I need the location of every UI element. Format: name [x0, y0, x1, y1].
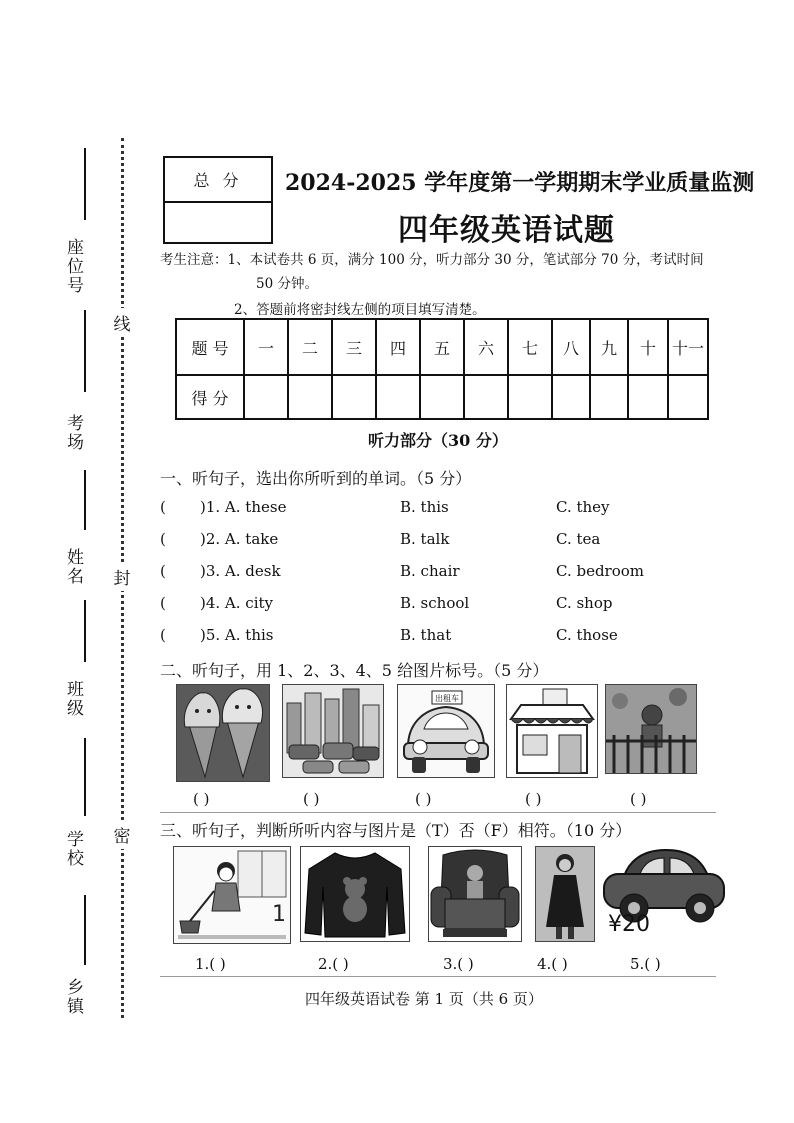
car-price: ¥20	[608, 912, 650, 937]
listening-title: 听力部分（30 分）	[368, 431, 508, 450]
exam-subtitle: 四年级英语试题	[398, 213, 615, 248]
taxi-sign-text: 出租车	[435, 694, 459, 703]
question-option-c: C. tea	[556, 530, 601, 548]
section1-title: 一、听句子，选出你所听到的单词。（5 分）	[160, 469, 472, 488]
col-9: 九	[590, 319, 628, 375]
taxi-picture	[397, 684, 495, 778]
section2-title: 二、听句子，用 1、2、3、4、5 给图片标号。（5 分）	[160, 661, 549, 680]
col-8: 八	[552, 319, 590, 375]
question-option-b: B. chair	[400, 562, 460, 580]
township-label: 乡镇	[63, 978, 83, 1016]
true-false-blank-1[interactable]: 1.( )	[195, 955, 226, 973]
note-line-2: 2、答题前将密封线左侧的项目填写清楚。	[234, 302, 486, 318]
class-line[interactable]	[84, 600, 86, 662]
score-cell[interactable]	[668, 375, 708, 419]
score-table	[175, 318, 709, 420]
col-10: 十	[628, 319, 668, 375]
name-label: 姓名	[63, 548, 83, 586]
exam-room-line[interactable]	[84, 310, 86, 392]
score-row	[176, 375, 708, 419]
score-cell[interactable]	[288, 375, 332, 419]
shop-picture	[506, 684, 598, 778]
answer-blank[interactable]: (	[160, 530, 166, 548]
score-cell[interactable]	[332, 375, 376, 419]
picture-label-blank-1[interactable]: ( )	[193, 790, 210, 808]
sweater-picture	[300, 846, 410, 942]
score-cell[interactable]	[552, 375, 590, 419]
score-cell[interactable]	[464, 375, 508, 419]
zoo-picture	[605, 684, 697, 774]
question-option-c: C. those	[556, 626, 618, 644]
score-cell[interactable]	[244, 375, 288, 419]
picture-label-blank-3[interactable]: ( )	[415, 790, 432, 808]
question-number-row	[176, 319, 708, 375]
score-cell[interactable]	[628, 375, 668, 419]
name-line[interactable]	[84, 470, 86, 530]
question-option-c: C. bedroom	[556, 562, 645, 580]
total-score-label: 总 分	[165, 158, 271, 203]
score-label: 得 分	[176, 375, 244, 419]
divider	[160, 812, 716, 813]
exam-title: 2024-2025 学年度第一学期期末学业质量监测	[285, 170, 755, 196]
seat-number-label: 座位号	[63, 238, 83, 295]
answer-blank[interactable]: (	[160, 594, 166, 612]
question-option-c: C. shop	[556, 594, 613, 612]
girl-coat-picture	[535, 846, 595, 942]
question-row	[160, 498, 720, 520]
township-line[interactable]	[84, 895, 86, 965]
question-option-a: )5. A. this	[200, 626, 274, 644]
col-2: 二	[288, 319, 332, 375]
picture-label-blank-2[interactable]: ( )	[303, 790, 320, 808]
score-cell[interactable]	[420, 375, 464, 419]
question-row	[160, 594, 720, 616]
question-option-a: )3. A. desk	[200, 562, 281, 580]
true-false-blank-5[interactable]: 5.( )	[630, 955, 661, 973]
school-line[interactable]	[84, 738, 86, 816]
question-option-c: C. they	[556, 498, 610, 516]
note-line-1b: 50 分钟。	[256, 276, 318, 292]
col-1: 一	[244, 319, 288, 375]
question-option-a: )4. A. city	[200, 594, 274, 612]
question-option-b: B. talk	[400, 530, 450, 548]
question-option-b: B. school	[400, 594, 470, 612]
question-option-a: )1. A. these	[200, 498, 287, 516]
page-footer: 四年级英语试卷 第 1 页（共 6 页）	[305, 990, 543, 1008]
answer-blank[interactable]: (	[160, 562, 166, 580]
total-score-box	[163, 156, 273, 244]
picture-label-blank-4[interactable]: ( )	[525, 790, 542, 808]
answer-blank[interactable]: (	[160, 498, 166, 516]
question-row	[160, 626, 720, 648]
picture-label-blank-5[interactable]: ( )	[630, 790, 647, 808]
seal-char-secret: 密	[112, 820, 132, 849]
section3-title: 三、听句子，判断所听内容与图片是（T）否（F）相符。（10 分）	[160, 821, 632, 840]
col-7: 七	[508, 319, 552, 375]
question-option-a: )2. A. take	[200, 530, 279, 548]
score-cell[interactable]	[376, 375, 420, 419]
seal-char-line: 线	[112, 308, 132, 337]
col-6: 六	[464, 319, 508, 375]
school-label: 学校	[63, 830, 83, 868]
question-option-b: B. that	[400, 626, 452, 644]
question-row	[160, 530, 720, 552]
divider	[160, 976, 716, 977]
seal-char-seal: 封	[112, 562, 132, 591]
score-cell[interactable]	[590, 375, 628, 419]
seat-number-line[interactable]	[84, 148, 86, 220]
exam-room-label: 考场	[63, 414, 83, 452]
score-cell[interactable]	[508, 375, 552, 419]
col-4: 四	[376, 319, 420, 375]
question-row	[160, 562, 720, 584]
col-5: 五	[420, 319, 464, 375]
armchair-picture	[428, 846, 522, 942]
question-option-b: B. this	[400, 498, 449, 516]
ice-cream-picture	[176, 684, 270, 782]
total-score-field[interactable]	[165, 203, 271, 242]
svg-text:1: 1	[272, 902, 286, 927]
class-label: 班级	[63, 680, 83, 718]
true-false-blank-2[interactable]: 2.( )	[318, 955, 349, 973]
city-street-picture	[282, 684, 384, 778]
note-line-1: 考生注意：1、本试卷共 6 页，满分 100 分，听力部分 30 分，笔试部分 70 分，考试时间	[160, 252, 704, 268]
question-number-label: 题 号	[176, 319, 244, 375]
answer-blank[interactable]: (	[160, 626, 166, 644]
true-false-blank-3[interactable]: 3.( )	[443, 955, 474, 973]
col-3: 三	[332, 319, 376, 375]
girl-sweeping-picture	[173, 846, 291, 944]
col-11: 十一	[668, 319, 708, 375]
true-false-blank-4[interactable]: 4.( )	[537, 955, 568, 973]
